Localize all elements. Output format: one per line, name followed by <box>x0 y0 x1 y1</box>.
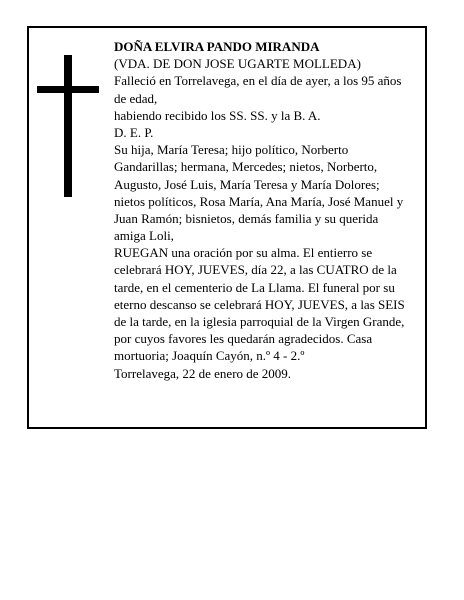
notice-line: celebrará HOY, JUEVES, día 22, a las CUATRO de la <box>114 262 397 278</box>
notice-line: de la tarde, en la iglesia parroquial de la Virgen Grande, <box>114 314 405 329</box>
deceased-name: DOÑA ELVIRA PANDO MIRANDA <box>114 39 320 54</box>
cross-icon <box>37 55 99 197</box>
cross-vertical-bar <box>64 55 72 197</box>
notice-line: tarde, en el cementerio de La Llama. El funeral por su <box>114 279 395 295</box>
notice-line: de edad, <box>114 90 158 106</box>
notice-line: Su hija, María Teresa; hijo político, Norberto <box>114 142 349 158</box>
notice-line: D. E. P. <box>114 124 154 140</box>
notice-line: habiendo recibido los SS. SS. y la B. A. <box>114 107 321 123</box>
obituary-text <box>114 38 424 382</box>
notice-line: por cuyos favores les quedarán agradecidos. Casa <box>114 331 373 347</box>
notice-line: Juan Ramón; bisnietos, demás familia y su querida <box>114 210 379 226</box>
notice-line: Torrelavega, 22 de enero de 2009. <box>114 365 292 381</box>
notice-line: Augusto, José Luis, María Teresa y María Dolores; <box>114 176 380 192</box>
notice-line: eterno descanso se celebrará HOY, JUEVES, a las SEIS <box>114 296 405 312</box>
notice-line: nietos políticos, Rosa María, Ana María, José Manuel y <box>114 193 404 209</box>
notice-line: mortuoria; Joaquín Cayón, n.º 4 - 2.º <box>114 348 305 364</box>
notice-line: Gandarillas; hermana, Mercedes; nietos, Norberto, <box>114 159 378 175</box>
notice-line: amiga Loli, <box>114 228 174 244</box>
notice-line: Falleció en Torrelavega, en el día de ayer, a los 95 años <box>114 73 402 89</box>
notice-line: RUEGAN una oración por su alma. El entierro se <box>114 245 373 261</box>
cross-horizontal-bar <box>37 86 99 93</box>
widow-of-line: (VDA. DE DON JOSE UGARTE MOLLEDA) <box>114 56 361 72</box>
